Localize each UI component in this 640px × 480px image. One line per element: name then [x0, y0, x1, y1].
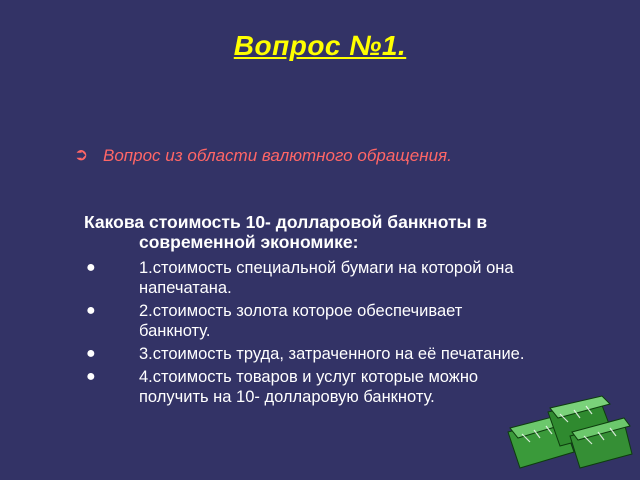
intro-text: Вопрос из области валютного обращения.	[103, 146, 452, 165]
answer-option	[84, 301, 614, 341]
answer-options	[84, 258, 614, 410]
slide-title: Вопрос №1.	[233, 30, 407, 61]
option-line-2: напечатана.	[139, 279, 232, 297]
option-line-2: получить на 10- долларовую банкноту.	[139, 388, 435, 406]
answer-option	[84, 258, 614, 298]
dot-bullet-icon: ●	[86, 345, 96, 362]
question-text	[84, 212, 604, 252]
question-line-2: современной экономике:	[139, 232, 359, 252]
money-stack-icon	[500, 392, 635, 470]
answer-option	[84, 344, 614, 364]
dot-bullet-icon: ●	[86, 302, 96, 319]
option-line-1: 1.стоимость специальной бумаги на которой она	[139, 259, 514, 277]
option-line-1: 4.стоимость товаров и услуг которые можно	[139, 368, 479, 386]
arrow-bullet-icon: ➲	[74, 145, 89, 164]
option-line-1: 3.стоимость труда, затраченного на её печатание.	[139, 345, 525, 363]
option-line-2: банкноту.	[139, 322, 211, 340]
dot-bullet-icon: ●	[86, 259, 96, 276]
dot-bullet-icon: ●	[86, 368, 96, 385]
option-line-1: 2.стоимость золота которое обеспечивает	[139, 302, 463, 320]
question-line-1: Какова стоимость 10- долларовой банкноты в	[84, 212, 488, 232]
